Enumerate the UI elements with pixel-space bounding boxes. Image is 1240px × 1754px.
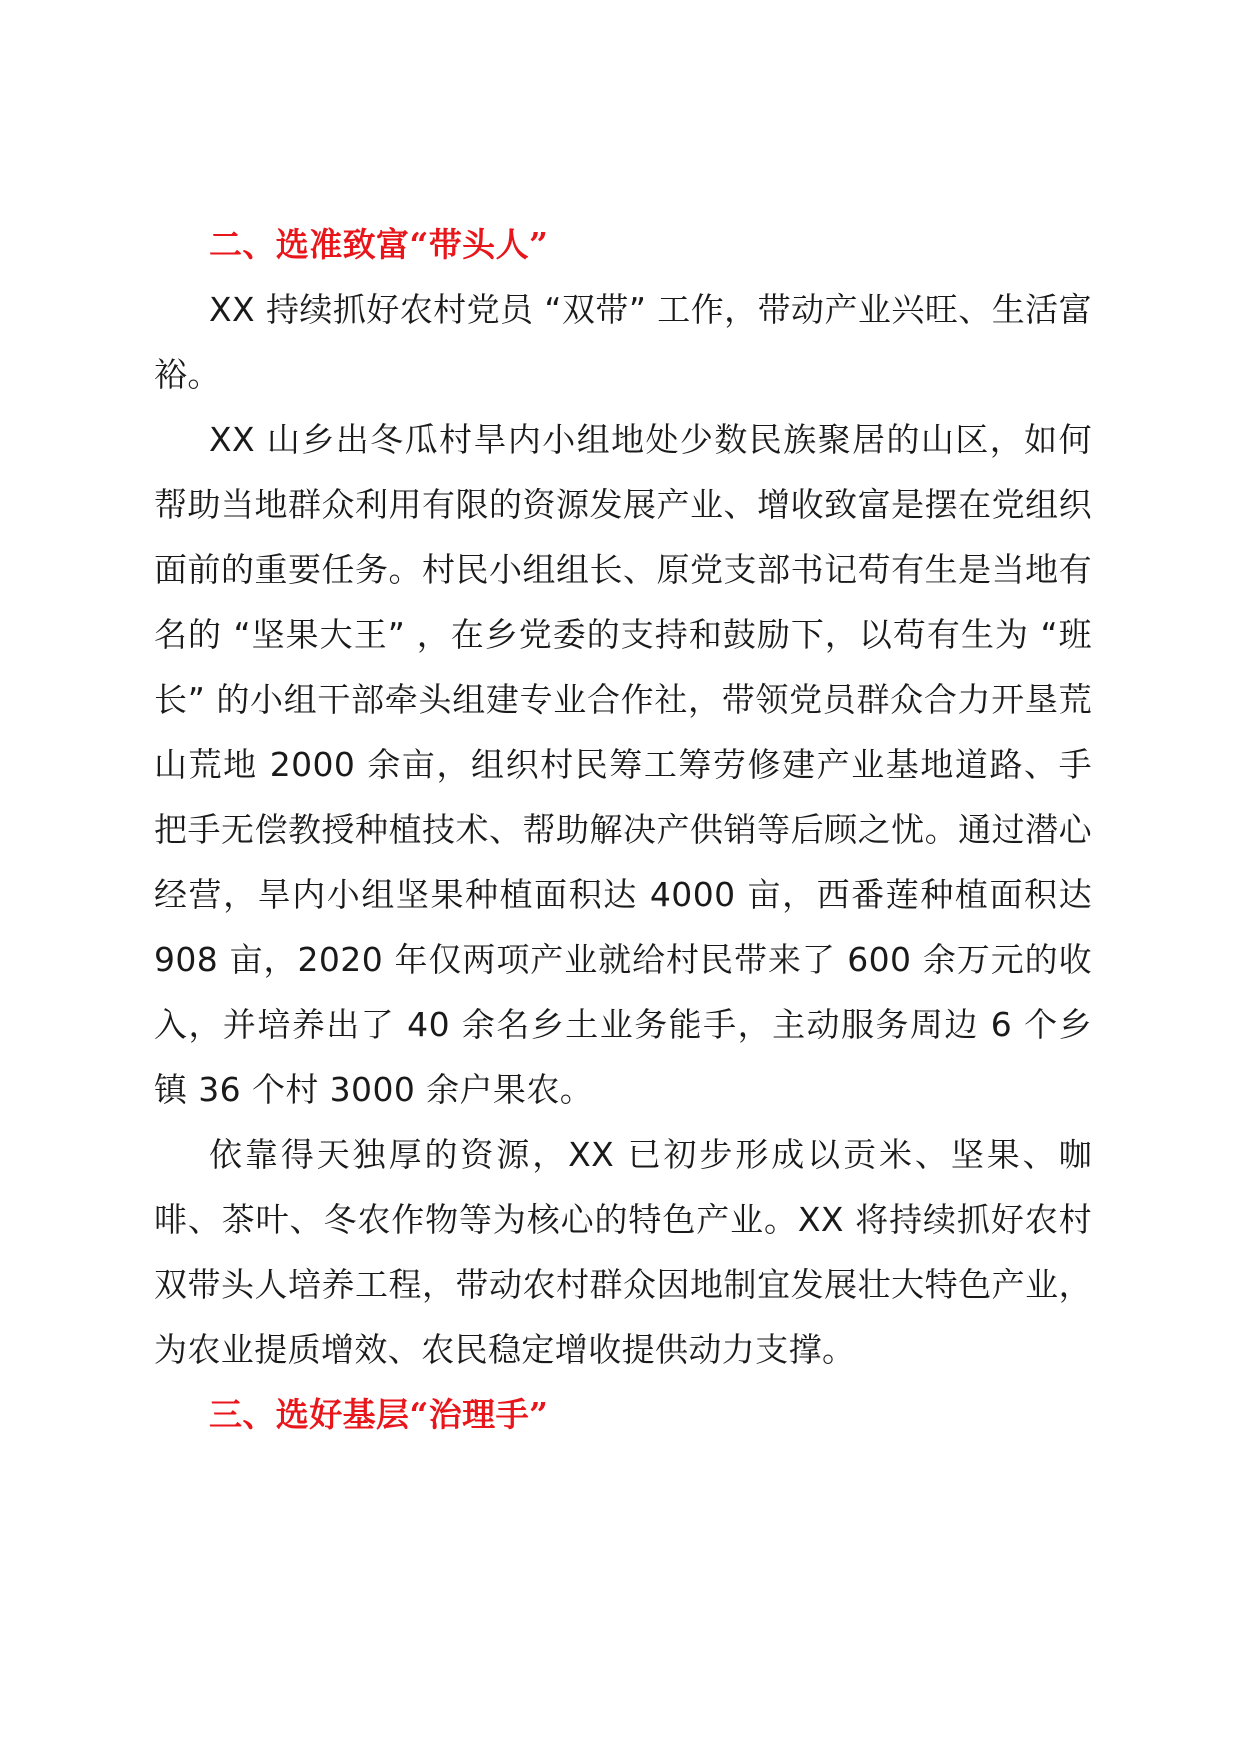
section-heading-2: 二、选准致富“带头人” (209, 225, 549, 264)
paragraph-2: XX 山乡出冬瓜村旱内小组地处少数民族聚居的山区，如何帮助当地群众利用有限的资源发展产业、增收致富是摆在党组织面前的重要任务。村民小组组长、原党支部书记苟有生是当地有名的 “坚果大王” ，在乡党委的支持和鼓励下，以苟有生为 “班长” 的小组干部牵头组建专业合作社，带领党员群众合力开垦荒山荒地 2000 余亩，组织村民筹工筹劳修建产业基地道路、手把手无偿教授种植技术、帮助解决产供销等后顾之忧。通过潜心经营，旱内小组坚果种植面积达 4000 亩，西番莲种植面积达 908 亩，2020 年仅两项产业就给村民带来了 600 余万元的收入，并培养出了 40 余名乡土业务能手，主动服务周边 6 个乡镇 36 个村 3000 余户果农。 (154, 420, 1092, 1109)
document-body (154, 212, 1092, 1447)
paragraph-3: 依靠得天独厚的资源，XX 已初步形成以贡米、坚果、咖啡、茶叶、冬农作物等为核心的特色产业。XX 将持续抓好农村双带头人培养工程，带动农村群众因地制宜发展壮大特色产业，为农业提质增效、农民稳定增收提供动力支撑。 (154, 1135, 1092, 1369)
section-heading-3: 三、选好基层“治理手” (209, 1395, 549, 1434)
paragraph-1: XX 持续抓好农村党员 “双带” 工作，带动产业兴旺、生活富裕。 (154, 290, 1092, 394)
